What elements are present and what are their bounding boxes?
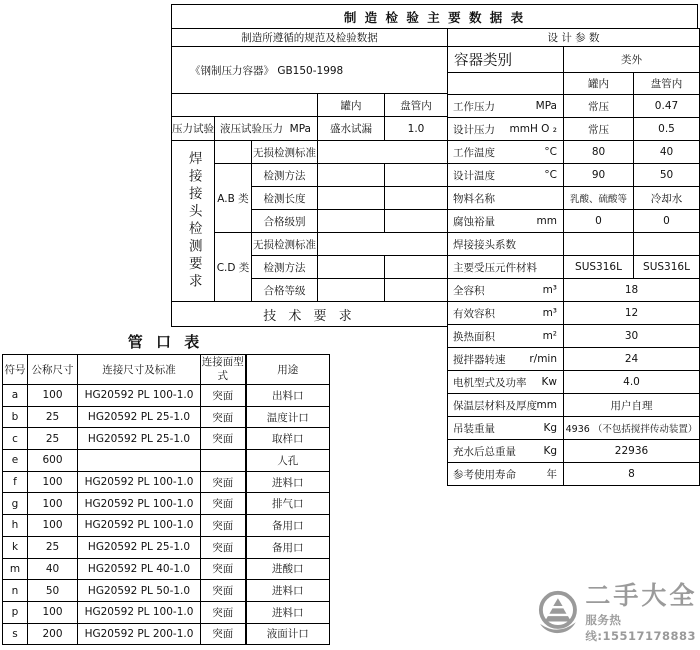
table-row: g 100 HG20592 PL 100-1.0 突面 排气口 (3, 493, 330, 515)
param-label: 电机型式及功率 Kw (448, 371, 564, 394)
table-row: c 25 HG20592 PL 25-1.0 突面 取样口 (3, 428, 330, 450)
design-standard: 《钢制压力容器》 GB150-1998 (172, 47, 448, 94)
param-label: 换热面积 m² (448, 325, 564, 348)
col-header-tank: 罐内 (318, 94, 385, 117)
nozzle-header-use: 用途 (246, 355, 330, 385)
param-label: 充水后总重量 Kg (448, 440, 564, 463)
param-merged-value: 22936 (564, 440, 700, 463)
param-tank-value: 乳酸、硫酸等 (564, 187, 634, 210)
weld-ab-value-0 (318, 141, 448, 164)
empty-cell (215, 141, 252, 164)
weld-ab-row-3: 合格级别 (252, 210, 318, 233)
param-label: 设计温度 °C (448, 164, 564, 187)
weld-ab-value-2-coil (385, 187, 448, 210)
weld-cd-value-1-coil (385, 256, 448, 279)
nozzle-table (2, 354, 330, 645)
empty-cell (172, 94, 318, 117)
param-tank-value: SUS316L (564, 256, 634, 279)
hydro-test-tank-value: 盛水试漏 (318, 117, 385, 141)
table-row: s 200 HG20592 PL 200-1.0 突面 液面计口 (3, 623, 330, 645)
service-hotline: 服务热线:15517178883 (585, 612, 697, 643)
watermark-text (585, 582, 699, 644)
nozzle-table-title: 管 口 表 (127, 333, 204, 351)
param-merged-value: 4936 （不包括搅拌传动装置） (564, 417, 700, 440)
weld-ab-value-3-coil (385, 210, 448, 233)
table-row: h 100 HG20592 PL 100-1.0 突面 备用口 (3, 515, 330, 537)
table-row: e 600 人孔 (3, 450, 330, 472)
param-tank-value: 90 (564, 164, 634, 187)
param-tank-value: 常压 (564, 118, 634, 141)
param-tank-value: 80 (564, 141, 634, 164)
design-params-table (447, 28, 700, 486)
param-label: 全容积 m³ (448, 279, 564, 302)
nozzle-table-section (2, 331, 329, 645)
weld-cd-class-label: C.D 类 (215, 233, 252, 302)
main-table-title: 制 造 检 验 主 要 数 据 表 (171, 4, 698, 29)
param-label: 物料名称 (448, 187, 564, 210)
weld-group-label: 焊接接头检测要求 (185, 151, 202, 291)
col-header-coil: 盘管内 (385, 94, 448, 117)
weld-ab-value-2-tank (318, 187, 385, 210)
param-merged-value: 24 (564, 348, 700, 371)
weld-ab-row-0: 无损检测标准 (252, 141, 318, 164)
weld-cd-value-0 (318, 233, 448, 256)
table-row: a 100 HG20592 PL 100-1.0 突面 出料口 (3, 385, 330, 407)
param-tank-value: 常压 (564, 95, 634, 118)
param-label: 腐蚀裕量 mm (448, 210, 564, 233)
weld-ab-value-1-coil (385, 164, 448, 187)
weld-ab-row-1: 检测方法 (252, 164, 318, 187)
weld-ab-row-2: 检测长度 (252, 187, 318, 210)
table-row: n 50 HG20592 PL 50-1.0 突面 进料口 (3, 580, 330, 602)
param-label: 焊接接头系数 (448, 233, 564, 256)
param-label: 吊装重量 Kg (448, 417, 564, 440)
hydro-test-coil-value: 1.0 (385, 117, 448, 141)
param-tank-value: 0 (564, 210, 634, 233)
inspection-table (171, 28, 448, 327)
param-label: 保温层材料及厚度 mm (448, 394, 564, 417)
table-row: b 25 HG20592 PL 25-1.0 突面 温度计口 (3, 406, 330, 428)
weld-cd-row-2: 合格等级 (252, 279, 318, 302)
param-label: 参考使用寿命 年 (448, 463, 564, 486)
param-label: 主要受压元件材料 (448, 256, 564, 279)
param-coil-value (634, 233, 700, 256)
param-label: 有效容积 m³ (448, 302, 564, 325)
param-coil-value: 冷却水 (634, 187, 700, 210)
param-label: 设计压力 mmH O ₂ (448, 118, 564, 141)
table-row: m 40 HG20592 PL 40-1.0 突面 进酸口 (3, 558, 330, 580)
vessel-class-label: 容器类别 (448, 47, 564, 73)
nozzle-header-size: 公称尺寸 (28, 355, 78, 385)
pressure-test-label: 压力试验 (172, 117, 215, 141)
col-header-tank: 罐内 (564, 73, 634, 95)
weld-ab-value-3-tank (318, 210, 385, 233)
weld-cd-value-2-tank (318, 279, 385, 302)
hydro-test-unit: MPa (289, 122, 311, 135)
empty-cell (448, 73, 564, 95)
table-row: f 100 HG20592 PL 100-1.0 突面 进料口 (3, 471, 330, 493)
param-merged-value: 4.0 (564, 371, 700, 394)
nozzle-header-standard: 连接尺寸及标准 (78, 355, 201, 385)
param-coil-value: SUS316L (634, 256, 700, 279)
param-label: 工作压力 MPa (448, 95, 564, 118)
watermark (537, 582, 699, 644)
table-row: p 100 HG20592 PL 100-1.0 突面 进料口 (3, 601, 330, 623)
param-label: 搅拌器转速 r/min (448, 348, 564, 371)
param-merged-value: 8 (564, 463, 700, 486)
weld-cd-row-0: 无损检测标准 (252, 233, 318, 256)
vessel-class-value: 类外 (564, 47, 700, 73)
hydro-test-label: 液压试验压力 MPa (215, 117, 318, 141)
nozzle-header-symbol: 符号 (3, 355, 28, 385)
weld-ab-class-label: A.B 类 (215, 164, 252, 233)
weld-cd-value-1-tank (318, 256, 385, 279)
weld-group-cell (172, 141, 215, 302)
brand-name: 二手大全 (585, 581, 698, 610)
param-label: 工作温度 °C (448, 141, 564, 164)
inspection-header: 制造所遵循的规范及检验数据 (172, 29, 448, 47)
param-tank-value (564, 233, 634, 256)
technical-requirements-label: 技 术 要 求 (172, 302, 448, 327)
param-merged-value: 18 (564, 279, 700, 302)
design-params-header: 设 计 参 数 (448, 29, 700, 47)
weld-cd-value-2-coil (385, 279, 448, 302)
brand-logo-icon (537, 583, 580, 643)
param-coil-value: 0 (634, 210, 700, 233)
param-coil-value: 0.47 (634, 95, 700, 118)
param-coil-value: 50 (634, 164, 700, 187)
weld-ab-value-1-tank (318, 164, 385, 187)
weld-cd-row-1: 检测方法 (252, 256, 318, 279)
table-row: k 25 HG20592 PL 25-1.0 突面 备用口 (3, 536, 330, 558)
param-coil-value: 0.5 (634, 118, 700, 141)
param-merged-value: 30 (564, 325, 700, 348)
param-coil-value: 40 (634, 141, 700, 164)
param-merged-value: 12 (564, 302, 700, 325)
col-header-coil: 盘管内 (634, 73, 700, 95)
param-merged-value: 用户自理 (564, 394, 700, 417)
nozzle-header-facetype: 连接面型式 (201, 355, 246, 385)
